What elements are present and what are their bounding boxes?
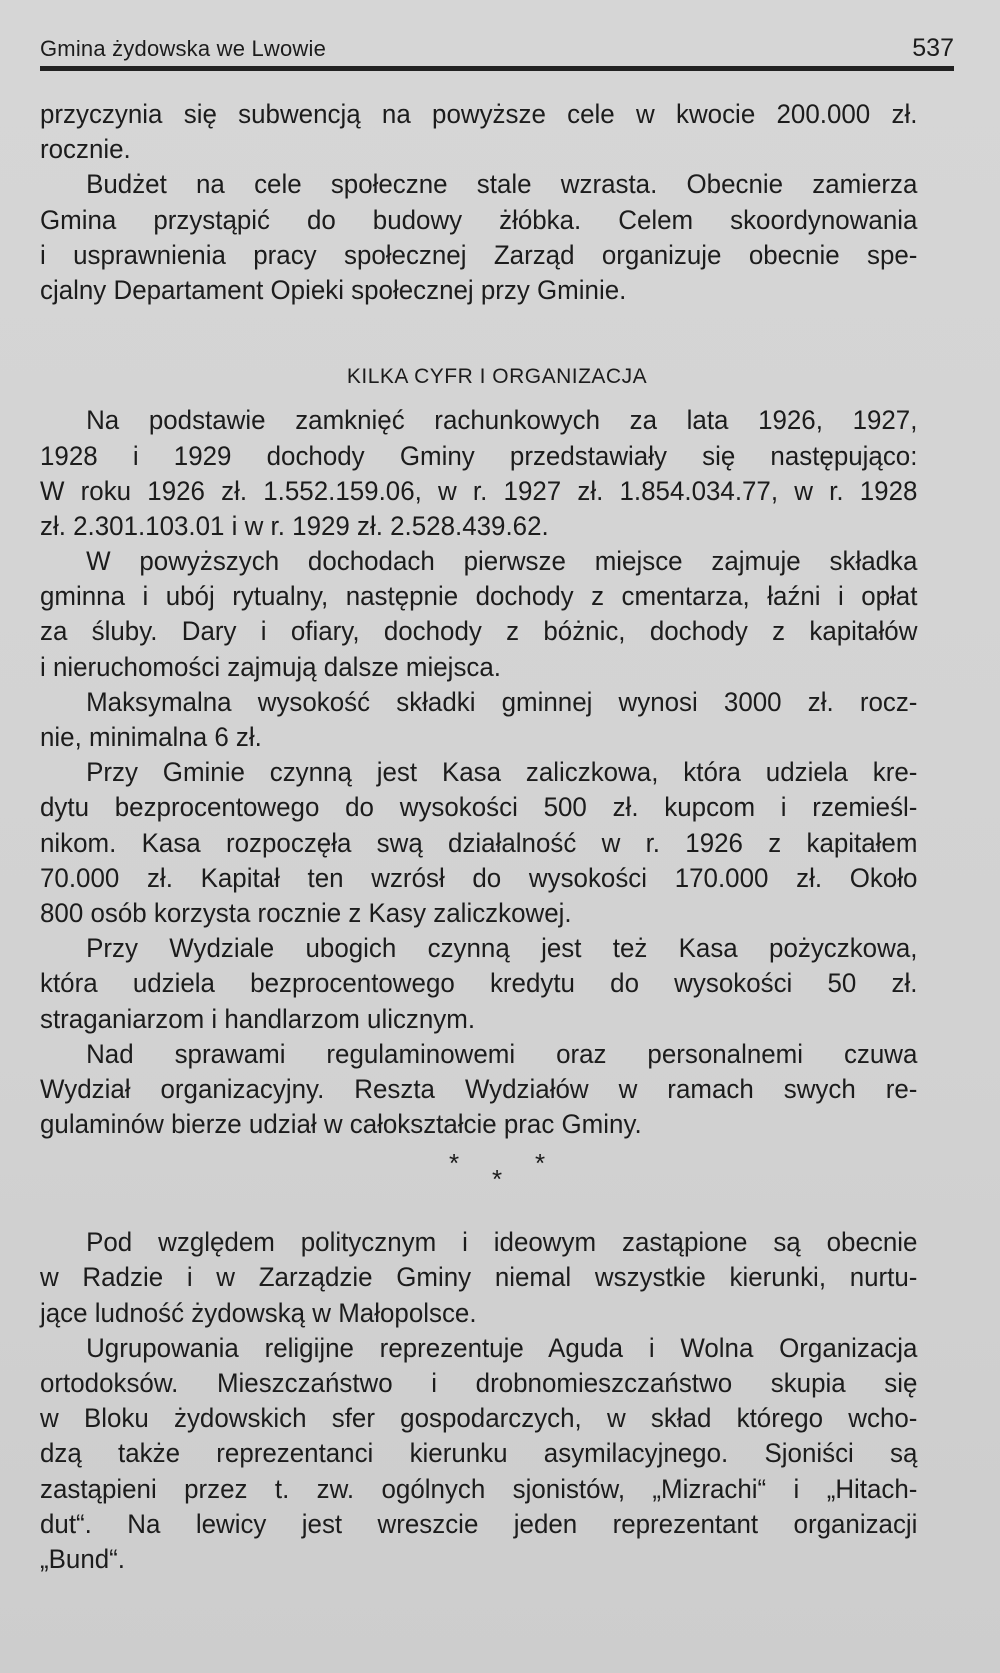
page-number: 537: [912, 34, 954, 62]
text-line: rocznie.: [40, 134, 131, 165]
paragraph: [40, 97, 954, 167]
text-line: nie, minimalna 6 zł.: [40, 722, 262, 752]
text-line: 1928 i 1929 dochody Gminy przedstawiały się następująco:: [40, 440, 918, 471]
text-line: i nieruchomości zajmują dalsze miejsca.: [40, 651, 501, 682]
paragraph: [40, 1225, 954, 1331]
text-line: w Radzie i w Zarządzie Gminy niemal wszystkie kierunki, nurtu-: [40, 1262, 918, 1293]
text-line: W powyższych dochodach pierwsze miejsce zajmuje składka: [86, 546, 918, 577]
header-rule: [40, 66, 954, 71]
text-line: która udziela bezprocentowego kredytu do wysokości 50 zł.: [40, 968, 918, 999]
section-heading: KILKA CYFR I ORGANIZACJA: [346, 365, 648, 389]
text-line: zastąpieni przez t. zw. ogólnych sjonistów, „Mizrachi“ i „Hitach-: [40, 1473, 918, 1504]
paragraph: [40, 1037, 954, 1143]
text-line: gminna i ubój rytualny, następnie dochody z cmentarza, łaźni i opłat: [40, 581, 918, 612]
text-line: Maksymalna wysokość składki gminnej wynosi 3000 zł. rocz-: [86, 686, 918, 717]
block-3: [40, 1225, 954, 1577]
text-line: W roku 1926 zł. 1.552.159.06, w r. 1927 zł. 1.854.034.77, w r. 1928: [40, 475, 918, 506]
running-title: Gmina żydowska we Lwowie: [40, 36, 327, 61]
text-line: Nad sprawami regulaminowemi oraz personalnemi czuwa: [86, 1038, 918, 1069]
page-body: [40, 97, 954, 1577]
separator-star: *: [449, 1148, 460, 1179]
paragraph: [40, 403, 954, 544]
text-line: Budżet na cele społeczne stale wzrasta. Obecnie zamierza: [86, 169, 918, 200]
text-line: przyczynia się subwencją na powyższe cele w kwocie 200.000 zł.: [40, 99, 918, 129]
text-line: Na podstawie zamknięć rachunkowych za lata 1926, 1927,: [86, 405, 918, 436]
block-1: [40, 97, 954, 308]
text-line: gulaminów bierze udział w całokształcie prac Gminy.: [40, 1109, 642, 1140]
text-line: w Bloku żydowskich sfer gospodarczych, w skład którego wcho-: [40, 1403, 918, 1434]
text-line: nikom. Kasa rozpoczęła swą działalność w r. 1926 z kapitałem: [40, 827, 918, 858]
text-line: dytu bezprocentowego do wysokości 500 zł. kupcom i rzemieśl-: [40, 792, 918, 823]
text-line: ortodoksów. Mieszczaństwo i drobnomieszczaństwo skupia się: [40, 1368, 918, 1398]
paragraph: [40, 755, 954, 931]
text-line: Pod względem politycznym i ideowym zastąpione są obecnie: [86, 1227, 918, 1258]
paragraph: [40, 544, 954, 685]
text-line: 800 osób korzysta rocznie z Kasy zaliczkowej.: [40, 897, 572, 928]
paragraph: [40, 167, 954, 308]
paragraph: [40, 1331, 954, 1577]
text-line: Przy Wydziale ubogich czynną jest też Kasa pożyczkowa,: [86, 933, 918, 964]
separator-star: *: [492, 1164, 503, 1195]
text-line: zł. 2.301.103.01 i w r. 1929 zł. 2.528.439.62.: [40, 510, 549, 541]
paragraph: [40, 685, 954, 755]
separator-star: *: [535, 1148, 546, 1179]
text-line: 70.000 zł. Kapitał ten wzrósł do wysokości 170.000 zł. Około: [40, 862, 918, 893]
text-line: cjalny Departament Opieki społecznej przy Gminie.: [40, 274, 627, 305]
text-line: dzą także reprezentanci kierunku asymilacyjnego. Sjoniści są: [40, 1438, 918, 1469]
text-line: straganiarzom i handlarzom ulicznym.: [40, 1003, 476, 1034]
text-line: i usprawnienia pracy społecznej Zarząd organizuje obecnie spe-: [40, 239, 918, 270]
text-line: Przy Gminie czynną jest Kasa zaliczkowa, która udziela kre-: [86, 757, 918, 788]
text-line: za śluby. Dary i ofiary, dochody z bóżnic, dochody z kapitałów: [40, 616, 918, 647]
text-line: „Bund“.: [40, 1543, 126, 1574]
text-line: dut“. Na lewicy jest wreszcie jeden reprezentant organizacji: [40, 1508, 918, 1539]
running-header: [40, 34, 954, 64]
text-line: Gmina przystąpić do budowy żłóbka. Celem skoordynowania: [40, 204, 918, 235]
text-line: Wydział organizacyjny. Reszta Wydziałów w ramach swych re-: [40, 1073, 918, 1104]
section-separator: [40, 1142, 954, 1225]
block-2: [40, 403, 954, 1142]
text-line: Ugrupowania religijne reprezentuje Aguda i Wolna Organizacja: [86, 1332, 918, 1363]
text-line: jące ludność żydowską w Małopolsce.: [40, 1297, 477, 1328]
paragraph: [40, 931, 954, 1037]
